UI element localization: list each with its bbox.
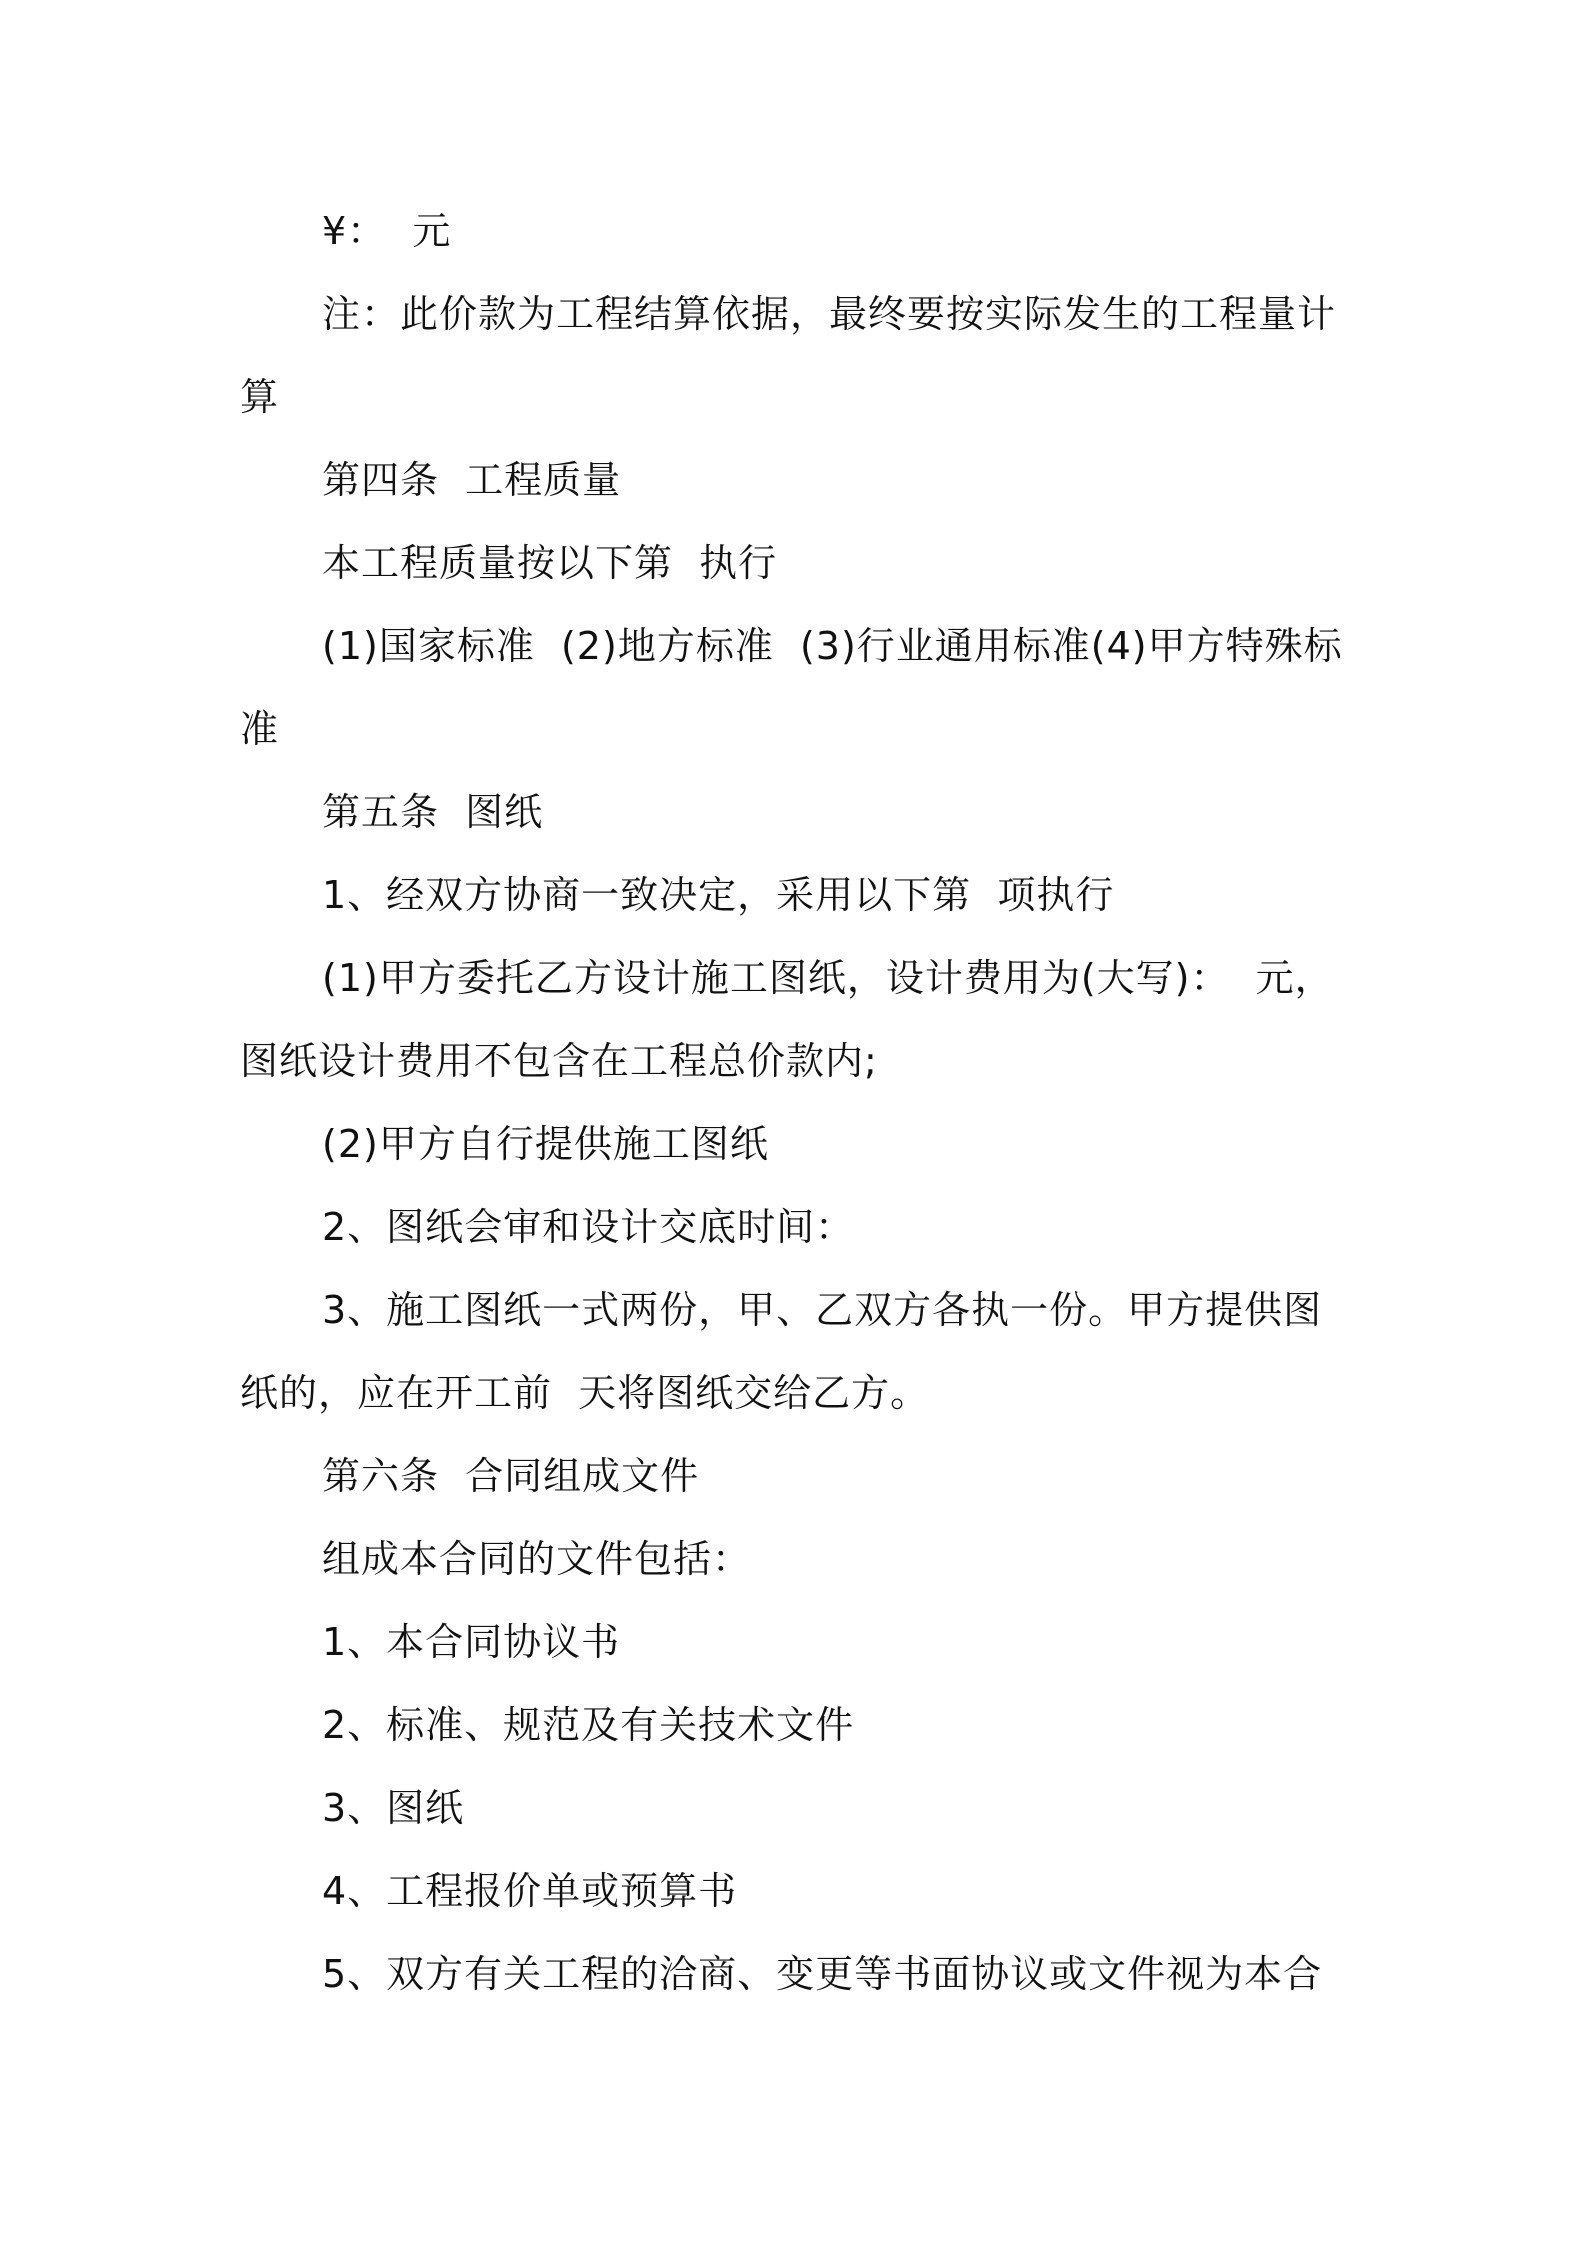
article-6-heading: 第六条 合同组成文件 [322,1454,700,1498]
contract-document-3: 3、图纸 [322,1786,465,1830]
contract-documents-intro: 组成本合同的文件包括： [322,1537,752,1581]
drawings-option-1: (1)甲方委托乙方设计施工图纸，设计费用为(大写)： 元，图纸设计费用不包含在工程总价款内; [240,956,1334,1083]
drawings-option-2: (2)甲方自行提供施工图纸 [322,1122,769,1166]
document-body [240,190,1360,2016]
drawings-item-2: 2、图纸会审和设计交底时间： [322,1205,855,1249]
contract-document-5: 5、双方有关工程的洽商、变更等书面协议或文件视为本合 [322,1952,1323,1996]
quality-standard-options: (1)国家标准 (2)地方标准 (3)行业通用标准(4)甲方特殊标准 [240,624,1343,751]
quality-standard-line: 本工程质量按以下第 执行 [322,541,778,585]
drawings-item-1: 1、经双方协商一致决定，采用以下第 项执行 [322,873,1115,917]
article-5-heading: 第五条 图纸 [322,790,544,834]
drawings-item-3: 3、施工图纸一式两份，甲、乙双方各执一份。甲方提供图纸的，应在开工前 天将图纸交给乙方。 [240,1288,1323,1415]
contract-document-2: 2、标准、规范及有关技术文件 [322,1703,855,1747]
price-note: 注：此价款为工程结算依据，最终要按实际发生的工程量计算 [240,292,1337,419]
contract-document-1: 1、本合同协议书 [322,1620,621,1664]
contract-document-4: 4、工程报价单或预算书 [322,1869,738,1913]
article-4-heading: 第四条 工程质量 [322,458,622,502]
price-yuan-line: ¥： 元 [322,209,452,253]
